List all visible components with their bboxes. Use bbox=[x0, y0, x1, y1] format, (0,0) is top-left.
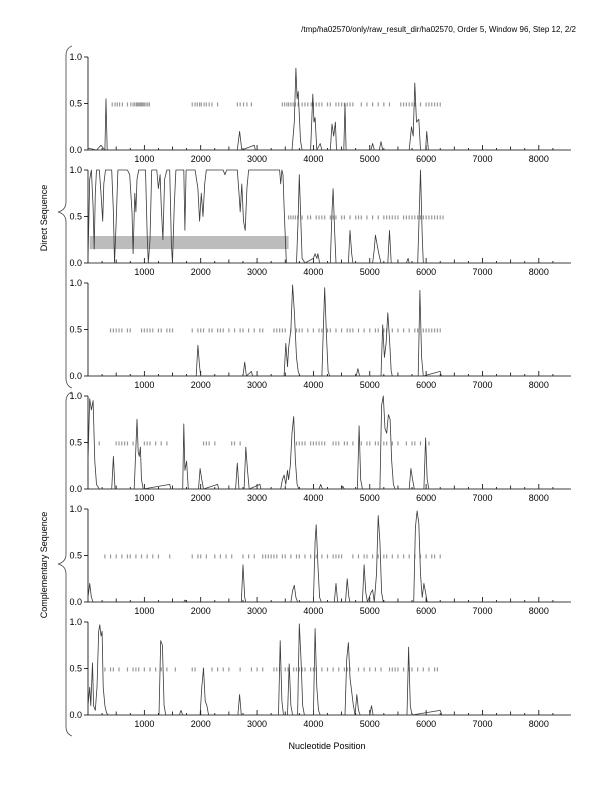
x-tick-label: 8000 bbox=[528, 380, 549, 390]
x-tick-label: 5000 bbox=[359, 154, 380, 164]
series-direct-1 bbox=[88, 68, 567, 150]
x-tick-label: 4000 bbox=[303, 267, 324, 277]
y-tick-label: 0.0 bbox=[69, 710, 82, 720]
x-tick-label: 1000 bbox=[134, 267, 155, 277]
x-tick-label: 7000 bbox=[472, 606, 493, 616]
panel-direct-1 bbox=[69, 52, 571, 164]
x-tick-label: 5000 bbox=[359, 267, 380, 277]
x-tick-label: 3000 bbox=[247, 267, 268, 277]
y-tick-label: 0.0 bbox=[69, 484, 82, 494]
x-tick-label: 2000 bbox=[190, 380, 211, 390]
panel-complementary-3 bbox=[69, 617, 571, 729]
x-tick-label: 5000 bbox=[359, 380, 380, 390]
x-tick-label: 7000 bbox=[472, 154, 493, 164]
x-tick-label: 3000 bbox=[247, 154, 268, 164]
x-tick-label: 4000 bbox=[303, 719, 324, 729]
x-tick-label: 3000 bbox=[247, 606, 268, 616]
x-tick-label: 6000 bbox=[416, 267, 437, 277]
x-tick-label: 5000 bbox=[359, 719, 380, 729]
panels-group bbox=[69, 52, 571, 729]
panel-complementary-2 bbox=[69, 504, 571, 616]
y-tick-label: 0.5 bbox=[69, 550, 82, 561]
x-tick-label: 7000 bbox=[472, 267, 493, 277]
chart-title: /tmp/ha02570/only/raw_result_dir/ha02570, Order 5, Window 96, Step 12, 2/2 bbox=[301, 25, 576, 34]
x-tick-label: 3000 bbox=[247, 493, 268, 503]
panel-direct-3 bbox=[69, 278, 571, 390]
y-tick-label: 0.0 bbox=[69, 145, 82, 155]
panel-direct-2 bbox=[69, 165, 571, 277]
y-tick-label: 1.0 bbox=[69, 391, 82, 401]
y-tick-label: 0.5 bbox=[69, 324, 82, 335]
x-tick-label: 1000 bbox=[134, 493, 155, 503]
complementary-group-label: Complementary Sequence bbox=[39, 511, 49, 619]
x-tick-label: 4000 bbox=[303, 606, 324, 616]
x-tick-label: 6000 bbox=[416, 606, 437, 616]
x-tick-label: 1000 bbox=[134, 154, 155, 164]
direct-group-label: Direct Sequence bbox=[39, 184, 49, 252]
x-tick-label: 7000 bbox=[472, 493, 493, 503]
x-tick-label: 3000 bbox=[247, 719, 268, 729]
panel-complementary-1 bbox=[69, 391, 571, 503]
x-tick-label: 2000 bbox=[190, 493, 211, 503]
highlight-bar bbox=[90, 236, 289, 249]
x-tick-label: 2000 bbox=[190, 154, 211, 164]
y-tick-label: 1.0 bbox=[69, 165, 82, 175]
y-tick-label: 1.0 bbox=[69, 52, 82, 62]
y-tick-label: 0.5 bbox=[69, 663, 82, 674]
x-tick-label: 8000 bbox=[528, 154, 549, 164]
x-tick-label: 1000 bbox=[134, 380, 155, 390]
y-tick-label: 0.0 bbox=[69, 371, 82, 381]
x-tick-label: 1000 bbox=[134, 719, 155, 729]
x-tick-label: 2000 bbox=[190, 606, 211, 616]
x-tick-label: 8000 bbox=[528, 493, 549, 503]
y-tick-label: 0.0 bbox=[69, 258, 82, 268]
x-tick-label: 2000 bbox=[190, 267, 211, 277]
x-axis-title: Nucleotide Position bbox=[288, 741, 366, 751]
x-tick-label: 6000 bbox=[416, 154, 437, 164]
y-tick-label: 1.0 bbox=[69, 617, 82, 627]
x-tick-label: 3000 bbox=[247, 380, 268, 390]
y-tick-label: 0.5 bbox=[69, 98, 82, 109]
x-tick-label: 8000 bbox=[528, 267, 549, 277]
x-tick-label: 7000 bbox=[472, 380, 493, 390]
y-tick-label: 0.5 bbox=[69, 211, 82, 222]
y-tick-label: 0.0 bbox=[69, 597, 82, 607]
x-tick-label: 8000 bbox=[528, 606, 549, 616]
y-tick-label: 1.0 bbox=[69, 504, 82, 514]
x-tick-label: 6000 bbox=[416, 380, 437, 390]
x-tick-label: 1000 bbox=[134, 606, 155, 616]
x-tick-label: 2000 bbox=[190, 719, 211, 729]
x-tick-label: 4000 bbox=[303, 154, 324, 164]
x-tick-label: 7000 bbox=[472, 719, 493, 729]
x-tick-label: 6000 bbox=[416, 719, 437, 729]
series-complementary-1 bbox=[88, 396, 567, 489]
x-tick-label: 4000 bbox=[303, 380, 324, 390]
y-tick-label: 1.0 bbox=[69, 278, 82, 288]
x-tick-label: 5000 bbox=[359, 493, 380, 503]
y-tick-label: 0.5 bbox=[69, 437, 82, 448]
x-tick-label: 6000 bbox=[416, 493, 437, 503]
x-tick-label: 5000 bbox=[359, 606, 380, 616]
x-tick-label: 8000 bbox=[528, 719, 549, 729]
x-tick-label: 4000 bbox=[303, 493, 324, 503]
